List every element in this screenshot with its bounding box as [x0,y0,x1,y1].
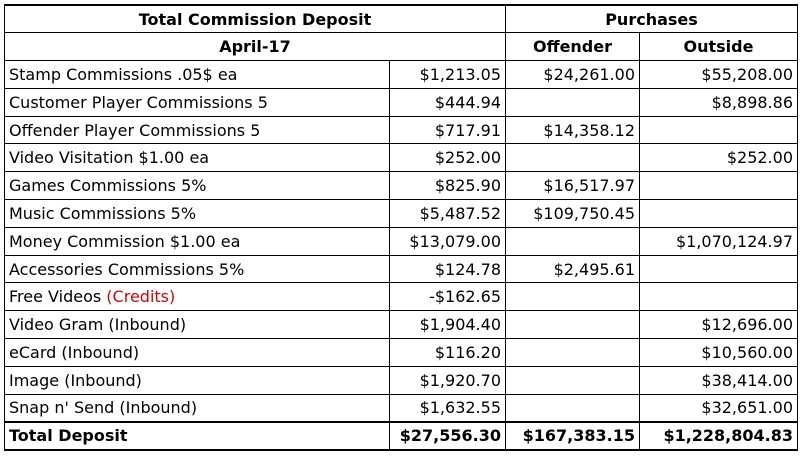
table-row [5,283,798,311]
row-label-text: Music Commissions 5% [9,203,197,223]
offender-cell [506,339,640,367]
table-row [5,366,798,394]
table-row [5,339,798,367]
row-label [5,227,390,255]
total-label: Total Deposit [5,422,390,450]
deposit-cell: $116.20 [390,339,506,367]
row-label [5,61,390,89]
offender-cell: $24,261.00 [506,61,640,89]
row-label-text: Video Gram (Inbound) [9,315,187,335]
offender-cell [506,88,640,116]
offender-cell [506,144,640,172]
deposit-cell: $444.94 [390,88,506,116]
outside-header: Outside [640,33,798,61]
deposit-cell: $1,920.70 [390,366,506,394]
row-label [5,311,390,339]
row-label-text: Games Commissions 5% [9,176,207,196]
row-label-text: Customer Player Commissions 5 [9,92,268,112]
offender-cell [506,366,640,394]
deposit-cell: $5,487.52 [390,200,506,228]
total-deposit: $27,556.30 [390,422,506,450]
table-row [5,61,798,89]
header-row-1 [5,5,798,33]
row-label [5,200,390,228]
outside-cell: $12,696.00 [640,311,798,339]
deposit-cell: $124.78 [390,255,506,283]
offender-cell: $109,750.45 [506,200,640,228]
outside-cell: $10,560.00 [640,339,798,367]
outside-cell [640,116,798,144]
row-label-text: Image (Inbound) [9,370,142,390]
row-label [5,116,390,144]
row-label-text: Stamp Commissions .05$ ea [9,64,238,84]
outside-cell: $8,898.86 [640,88,798,116]
row-label-text: Snap n' Send (Inbound) [9,398,198,418]
row-label-text: Money Commission $1.00 ea [9,231,241,251]
table-title: Total Commission Deposit [5,5,506,33]
offender-cell [506,227,640,255]
purchases-header: Purchases [506,5,798,33]
row-label-text: eCard (Inbound) [9,342,140,362]
deposit-cell: $717.91 [390,116,506,144]
table-row [5,311,798,339]
table-row [5,88,798,116]
row-label-text: Accessories Commissions 5% [9,259,245,279]
table-row [5,227,798,255]
row-label [5,88,390,116]
outside-cell [640,255,798,283]
table-row [5,394,798,422]
offender-cell: $14,358.12 [506,116,640,144]
period-header: April-17 [5,33,506,61]
table-row [5,172,798,200]
offender-header: Offender [506,33,640,61]
deposit-cell: -$162.65 [390,283,506,311]
outside-cell [640,200,798,228]
deposit-cell: $1,213.05 [390,61,506,89]
table-row [5,144,798,172]
row-label-text: Offender Player Commissions 5 [9,120,261,140]
deposit-cell: $13,079.00 [390,227,506,255]
offender-cell [506,311,640,339]
row-label [5,172,390,200]
row-label [5,255,390,283]
deposit-cell: $252.00 [390,144,506,172]
total-offender: $167,383.15 [506,422,640,450]
outside-cell: $38,414.00 [640,366,798,394]
outside-cell [640,172,798,200]
header-row-2 [5,33,798,61]
offender-cell: $16,517.97 [506,172,640,200]
deposit-cell: $825.90 [390,172,506,200]
outside-cell: $1,070,124.97 [640,227,798,255]
offender-cell [506,283,640,311]
deposit-cell: $1,904.40 [390,311,506,339]
row-label [5,144,390,172]
credits-note: (Credits) [106,287,176,307]
row-label-text: Free Videos [9,287,107,307]
offender-cell [506,394,640,422]
row-label-text: Video Visitation $1.00 ea [9,148,210,168]
total-row [5,422,798,450]
outside-cell: $252.00 [640,144,798,172]
outside-cell [640,283,798,311]
table-row [5,116,798,144]
row-label [5,283,390,311]
commission-table [4,4,798,451]
table-row [5,200,798,228]
row-label [5,394,390,422]
row-label [5,339,390,367]
outside-cell: $55,208.00 [640,61,798,89]
offender-cell: $2,495.61 [506,255,640,283]
row-label [5,366,390,394]
outside-cell: $32,651.00 [640,394,798,422]
deposit-cell: $1,632.55 [390,394,506,422]
table-row [5,255,798,283]
total-outside: $1,228,804.83 [640,422,798,450]
